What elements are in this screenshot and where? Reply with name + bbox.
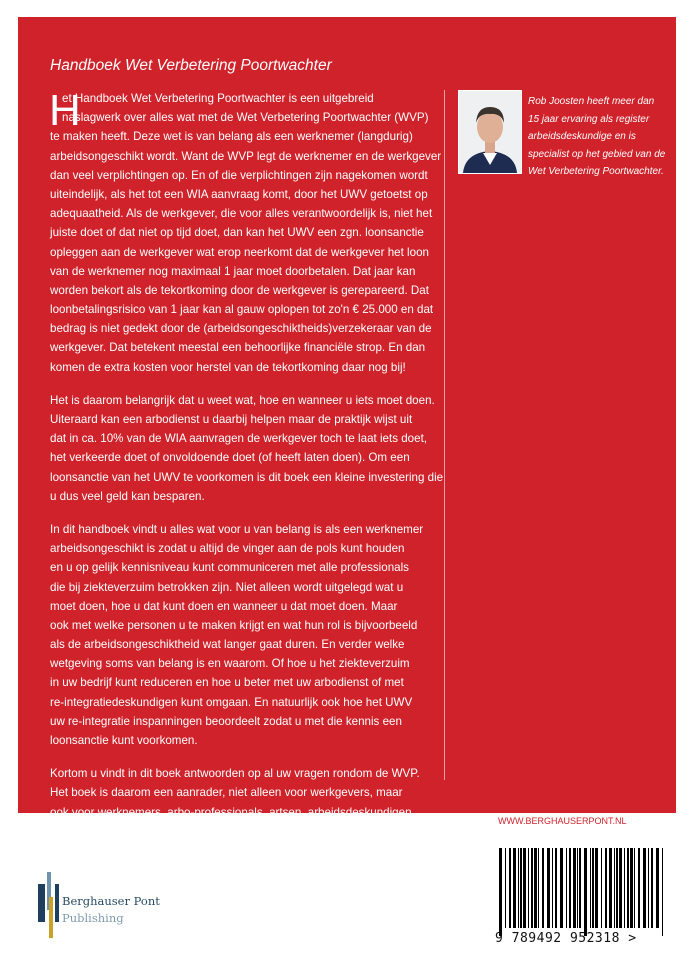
blurb-paragraph [50,391,445,506]
barcode-bar [656,848,659,928]
barcode-bar [531,848,533,928]
barcode-bar [538,848,539,928]
text-line: in uw bedrijf kunt reduceren en hoe u beter met uw arbodienst of met [50,676,404,690]
barcode-bar [630,848,633,928]
text-line: uiteindelijk, als het tot een WIA aanvraag komt, door het UWV getoetst op [50,187,428,201]
barcode-bar [552,848,553,928]
blurb-paragraph [50,520,445,750]
barcode-bar [518,848,519,928]
text-line: worden bekort als de tekortkoming door de werkgever is gerepareerd. Dat [50,283,429,297]
text-line: juiste doet of dat niet op tijd doet, dan kan het UWV een zgn. loonsanctie [50,226,424,240]
barcode-bar [590,848,591,928]
barcode-bar [579,848,581,928]
text-line: het verkeerde doet of onvoldoende doet (of heeft laten doen). Om een [50,451,410,465]
barcode-bar [555,848,557,928]
text-line: en u op gelijk kennisniveau kunt communiceren met alle professionals [50,561,409,575]
barcode-bar [523,848,526,928]
text-line: loonbetalingsrisico van 1 jaar kan al gauw oplopen tot zo'n € 25.000 en dat [50,303,434,317]
barcode-bar [651,848,653,928]
text-line: wetgeving soms van belang is en waarom. Of hoe u het ziekteverzuim [50,657,410,671]
text-line: werkgever. Dat betekent meestal een behoorlijke financiële strop. En dan [50,341,426,355]
barcode-bar [662,848,663,936]
barcode-bar [573,848,576,928]
text-line: opleggen aan de werkgever wat erop neerkomt dat de werkgever het loon [50,245,429,259]
isbn-number: 9 789492 952318 > [495,931,637,946]
text-line: die bij ziekteverzuim betrokken zijn. Niet alleen wordt uitgelegd wat u [50,580,404,594]
text-line: leidinggevenden. [50,843,138,857]
text-line: Uiteraard kan een arbodienst u daarbij helpen maar de praktijk wijst uit [50,413,413,426]
text-line: dat in ca. 10% van de WIA aanvragen de werkgever toch te laat iets doet, [50,432,428,446]
barcode-bar [534,848,537,928]
author-photo [458,90,522,174]
text-line: bedrag is niet gedekt door de (arbeidsongeschiktheids)verzekeraar van de [50,322,432,336]
blurb-paragraph [49,86,445,377]
text-line: re-integratiebedrijven, casemanagers, HRM-medewerkers, advocaten, en [50,824,427,838]
bio-line: specialist op het gebied van de [528,148,666,160]
text-line: In dit handboek vindt u alles wat voor u van belang is als een werknemer [50,522,424,536]
barcode-bar [614,848,615,928]
bio-line: arbeidsdeskundige en is [528,131,636,142]
barcode-bar [520,848,522,928]
barcode [497,848,667,936]
text-line: uw re-integratie inspanningen beoordeelt zodat u met die kennis een [50,714,402,728]
text-line: re-integratiedeskundigen kunt omgaan. En natuurlijk ook hoe het UWV [50,695,413,709]
bio-line: Wet Verbetering Poortwachter. [528,166,664,177]
text-line: arbeidsongeschikt wordt. Want de WVP legt de werknemer en de werkgever [50,149,442,163]
barcode-bar [601,848,602,928]
barcode-bar [542,848,544,928]
barcode-bar [595,848,598,928]
text-line: arbeidsongeschikt is zodat u altijd de vinger aan de pols kunt houden [50,542,405,556]
text-line: Het boek is daarom een aanrader, niet alleen voor werkgevers, maar [50,786,403,800]
barcode-bar [643,848,646,928]
text-line: als de arbeidsongeschiktheid wat langer gaat duren. En verder welke [50,638,405,652]
website-link[interactable]: WWW.BERGHAUSERPONT.NL [498,816,627,826]
barcode-bar [528,848,529,928]
author-bio [528,93,688,181]
bio-line: Rob Joosten heeft meer dan [528,96,655,107]
drop-cap: H [49,86,81,135]
text-line: te maken heeft. Deze wet is van belang als een werknemer (langdurig) [50,130,413,144]
text-line: ook voor werknemers, arbo-professionals, artsen, arbeidsdeskundigen, [50,805,415,819]
column-divider [444,90,445,780]
barcode-bar [577,848,578,928]
bio-line: 15 jaar ervaring als register [528,113,650,125]
barcode-bar [627,848,629,928]
text-line: u dus veel geld kan besparen. [50,489,205,503]
text-line: adequaatheid. Als de werkgever, die voor alles verantwoordelijk is, niet het [50,207,433,221]
barcode-bar [584,848,587,936]
text-line: Het is daarom belangrijk dat u weet wat, hoe en wanneer u iets moet doen. [50,393,435,407]
publisher-name: Berghauser Pont [62,894,160,908]
barcode-bar [560,848,563,928]
publisher-subtitle: Publishing [62,911,124,925]
text-line: van de werknemer nog maximaal 1 jaar moet doorbetalen. Dat jaar kan [50,264,416,278]
barcode-bar [592,848,594,928]
text-line: Kortom u vindt in dit boek antwoorden op al uw vragen rondom de WVP. [50,767,420,781]
blurb-text [49,86,445,874]
text-line: moet doen, hoe u dat kunt doen en wanneer u dat moet doen. Maar [50,599,398,613]
barcode-bar [513,848,516,928]
barcode-bar [634,848,635,928]
text-line: ook met welke personen u te maken krijgt en wat hun rol is bijvoorbeeld [50,618,418,632]
barcode-bar [609,848,612,928]
barcode-bar [499,848,502,936]
book-title: Handboek Wet Verbetering Poortwachter [50,57,332,74]
barcode-bar [638,848,640,928]
barcode-bar [547,848,550,928]
barcode-bar [566,848,567,928]
text-line: dan veel verplichtingen op. En of die verplichtingen zijn nagekomen wordt [50,168,428,182]
barcode-bar [624,848,625,928]
text-line: loonsanctie van het UWV te voorkomen is dit boek een kleine investering die [50,470,444,484]
blurb-paragraph [50,764,445,860]
barcode-bar [616,848,618,928]
text-line: loonsanctie kunt voorkomen. [50,734,198,747]
barcode-bar [619,848,622,928]
barcode-bar [505,848,506,928]
text-line: komen de extra kosten voor herstel van de tekortkoming daar nog bij! [50,360,406,374]
text-line: naslagwerk over alles wat met de Wet Verbetering Poortwachter (WVP) [62,111,429,125]
barcode-bar [569,848,571,928]
barcode-bar [605,848,607,928]
barcode-bar [509,848,511,928]
barcode-bar [648,848,649,928]
text-line: et Handboek Wet Verbetering Poortwachter is een uitgebreid [62,92,374,105]
